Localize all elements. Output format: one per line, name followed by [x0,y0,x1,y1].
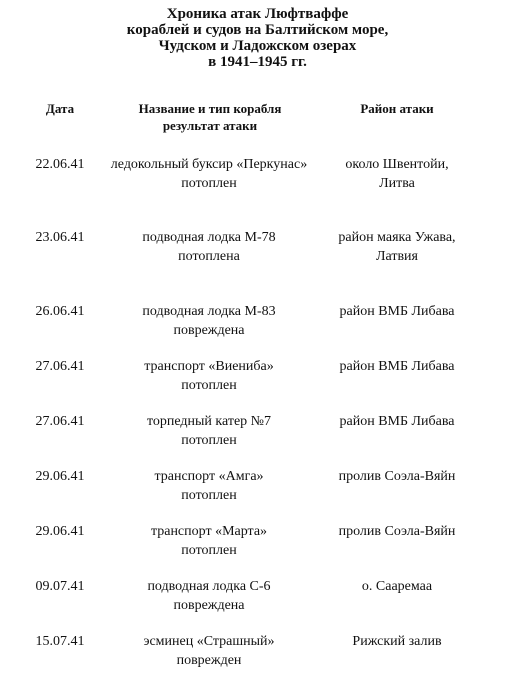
header-area: Район атаки [360,101,434,116]
row-vessel [96,155,322,193]
title-line-1: Хроника атак Люфтваффе [166,6,349,22]
attack-result: повреждена [173,323,245,338]
vessel-name: подводная лодка С-6 [147,579,271,594]
row-vessel [96,467,322,505]
attack-result: поврежден [176,653,242,668]
row-vessel [96,522,322,560]
title-line-4: в 1941–1945 гг. [208,54,307,70]
row-date: 09.07.41 [35,579,85,594]
row-date: 29.06.41 [35,469,85,484]
header-name-line-2: результат атаки [162,118,258,133]
attack-result: потоплен [181,378,237,393]
area-line-1: район маяка Ужава, [338,230,456,245]
row-date: 27.06.41 [35,414,85,429]
attack-result: потоплен [181,433,237,448]
header-name [110,100,310,134]
attack-result: повреждена [173,598,245,613]
vessel-name: транспорт «Виениба» [144,359,274,374]
row-date: 27.06.41 [35,359,85,374]
area-line-1: пролив Соэла-Вяйн [338,469,456,484]
row-date: 26.06.41 [35,304,85,319]
row-date: 15.07.41 [35,634,85,649]
vessel-name: эсминец «Страшный» [143,634,275,649]
row-vessel [96,228,322,266]
title-line-3: Чудском и Ладожском озерах [158,38,357,54]
row-vessel [96,302,322,340]
vessel-name: торпедный катер №7 [146,414,272,429]
attack-result: потоплена [178,249,240,264]
row-area [322,522,472,541]
title-line-2: кораблей и судов на Балтийском море, [126,22,389,38]
row-date: 22.06.41 [35,157,85,172]
row-vessel [96,357,322,395]
row-vessel [96,632,322,670]
document-title [0,6,515,70]
area-line-1: район ВМБ Либава [339,359,455,374]
row-area [322,155,472,193]
area-line-1: около Швентойи, [345,157,449,172]
vessel-name: ледокольный буксир «Перкунас» [110,157,308,172]
area-line-1: район ВМБ Либава [339,304,455,319]
area-line-2: Литва [379,176,415,191]
row-area [322,302,472,321]
vessel-name: транспорт «Амга» [154,469,264,484]
row-area [322,467,472,486]
area-line-1: пролив Соэла-Вяйн [338,524,456,539]
vessel-name: подводная лодка М-78 [142,230,276,245]
row-area [322,228,472,266]
header-date: Дата [45,101,75,116]
row-area [322,577,472,596]
row-date: 23.06.41 [35,230,85,245]
row-area [322,632,472,651]
area-line-1: район ВМБ Либава [339,414,455,429]
area-line-2: Латвия [375,249,418,264]
area-line-1: о. Сааремаа [361,579,433,594]
row-vessel [96,577,322,615]
attack-result: потоплен [181,543,237,558]
area-line-1: Рижский залив [352,634,442,649]
vessel-name: транспорт «Марта» [150,524,268,539]
attack-result: потоплен [181,488,237,503]
header-name-line-1: Название и тип корабля [138,101,282,116]
row-vessel [96,412,322,450]
vessel-name: подводная лодка М-83 [142,304,276,319]
attack-result: потоплен [181,176,237,191]
row-area [322,357,472,376]
row-date: 29.06.41 [35,524,85,539]
row-area [322,412,472,431]
